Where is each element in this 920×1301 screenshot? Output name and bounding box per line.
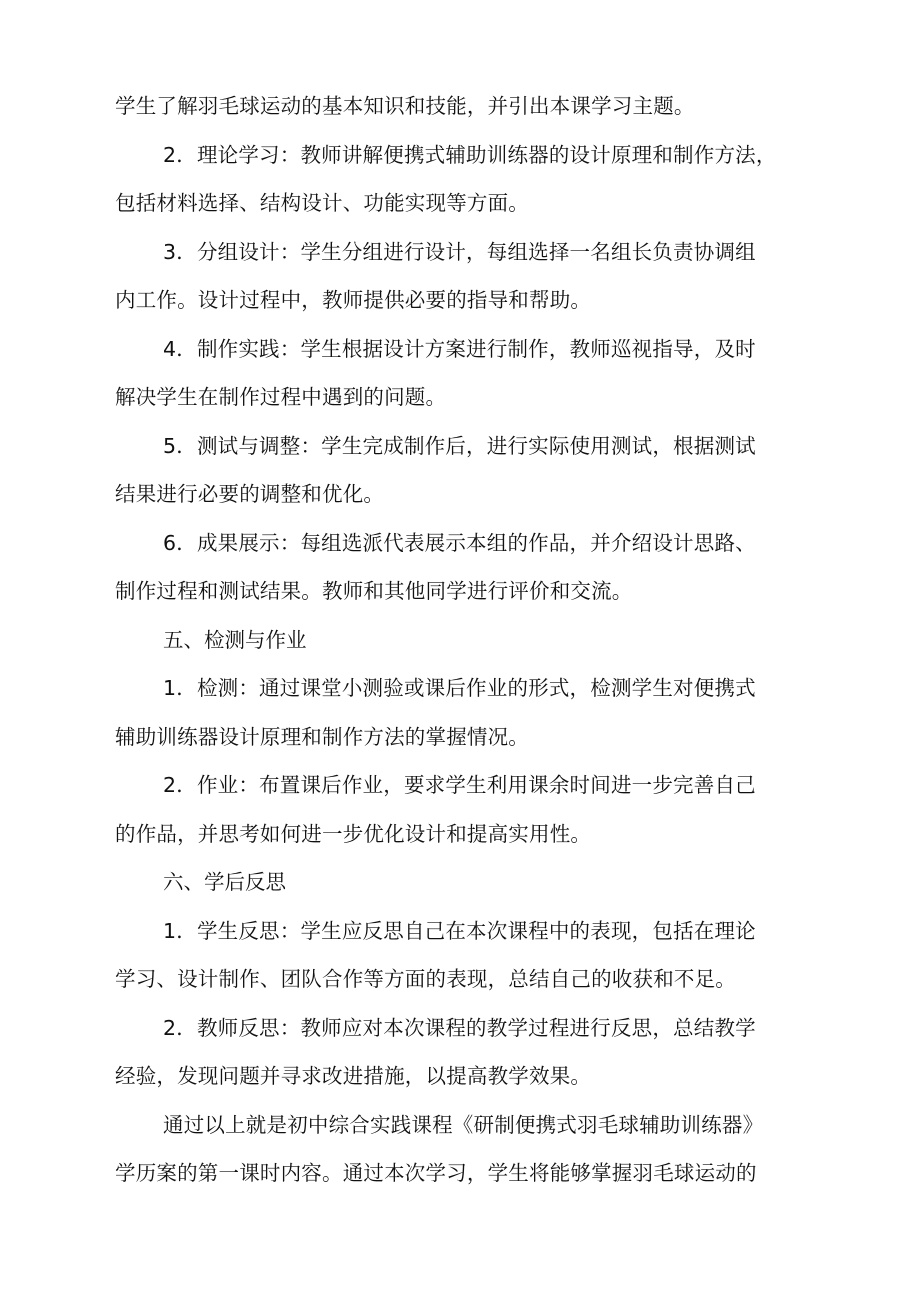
paragraph-student-reflection	[115, 907, 835, 1004]
section-heading-assessment	[115, 616, 835, 665]
section-heading-reflection	[115, 858, 835, 907]
text-line: 解决学生在制作过程中遇到的问题。	[115, 385, 447, 409]
paragraph-homework	[115, 761, 835, 858]
text-line: 1．学生反思：学生应反思自己在本次课程中的表现，包括在理论	[163, 918, 756, 943]
text-line: 结果进行必要的调整和优化。	[115, 482, 385, 506]
paragraph-production-practice	[115, 325, 835, 422]
paragraph-assessment	[115, 664, 835, 761]
text-line: 包括材料选择、结构设计、功能实现等方面。	[115, 191, 529, 215]
heading-text: 六、学后反思	[163, 870, 286, 894]
paragraph-testing-adjustment	[115, 422, 835, 519]
paragraph-theory-learning	[115, 131, 835, 228]
text-line: 2．理论学习：教师讲解便携式辅助训练器的设计原理和制作方法，	[163, 142, 777, 167]
text-line: 学生了解羽毛球运动的基本知识和技能，并引出本课学习主题。	[115, 94, 695, 118]
text-line: 2．作业：布置课后作业，要求学生利用课余时间进一步完善自己	[163, 773, 756, 797]
text-line: 学历案的第一课时内容。通过本次学习，学生将能够掌握羽毛球运动的	[115, 1161, 757, 1185]
text-line: 辅助训练器设计原理和制作方法的掌握情况。	[115, 724, 529, 749]
text-line: 6．成果展示：每组选派代表展示本组的作品，并介绍设计思路、	[163, 530, 756, 555]
text-line: 通过以上就是初中综合实践课程《研制便携式羽毛球辅助训练器》	[163, 1112, 764, 1137]
paragraph-summary	[115, 1101, 835, 1198]
text-line: 内工作。设计过程中，教师提供必要的指导和帮助。	[115, 288, 592, 312]
paragraph-group-design	[115, 228, 835, 325]
paragraph-teacher-reflection	[115, 1004, 835, 1101]
paragraph-intro-continuation	[115, 82, 835, 131]
heading-text: 五、检测与作业	[163, 627, 307, 652]
text-line: 3．分组设计：学生分组进行设计，每组选择一名组长负责协调组	[163, 239, 756, 264]
document-body	[115, 82, 835, 1198]
text-line: 5．测试与调整：学生完成制作后，进行实际使用测试，根据测试	[163, 433, 756, 458]
text-line: 4．制作实践：学生根据设计方案进行制作，教师巡视指导，及时	[163, 336, 756, 361]
text-line: 学习、设计制作、团队合作等方面的表现，总结自己的收获和不足。	[115, 967, 736, 991]
text-line: 经验，发现问题并寻求改进措施，以提高教学效果。	[115, 1064, 592, 1088]
text-line: 制作过程和测试结果。教师和其他同学进行评价和交流。	[115, 579, 633, 603]
text-line: 的作品，并思考如何进一步优化设计和提高实用性。	[115, 821, 592, 846]
text-line: 2．教师反思：教师应对本次课程的教学过程进行反思，总结教学	[163, 1015, 756, 1040]
paragraph-results-display	[115, 519, 835, 616]
text-line: 1．检测：通过课堂小测验或课后作业的形式，检测学生对便携式	[163, 676, 756, 700]
